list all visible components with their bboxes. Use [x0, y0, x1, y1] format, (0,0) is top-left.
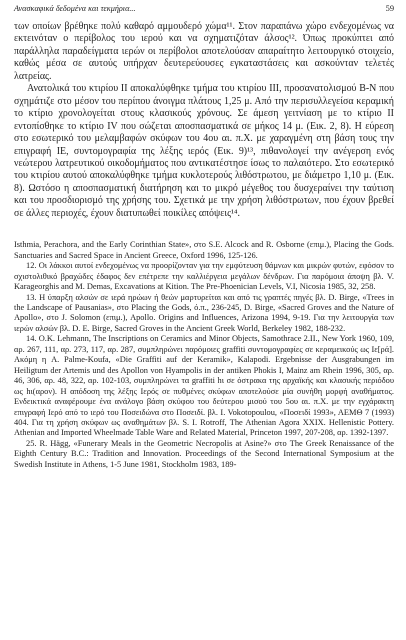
footnote: 14. Ο.K. Lehmann, The Inscriptions on Ceramics and Minor Objects, Samothrace 2.II., New York 1960, 109, αρ. 267, 111, αρ. 273, 117, αρ. 287, συμπληρώνει παρόμοιες graffiti συντομογραφίες σε κεραμεικούς ως Ιε[ρά]. Ακόμη η A. Palme-Koufa, «Die Graffiti auf der Keramik», Kalapodi. Ergebnisse der Ausgrabungen im Heiligtum der Artemis und des Apollon von Hyampolis in der antiken Phokis I, Mainz am Rhein 1996, 305, αρ. 46, 306, αρ. 48, 322, αρ. 102-103, συμπληρώνει τα graffiti hι σε όστρακα της αρχαϊκής και κλασικής περιόδου ως hι(αρον). Η απόδοση της λέξης Ιερός σε πυθμένες σκύφων αποτελούσε μία συνήθη μορφή αναθήματος. Ενδεικτικά αναφέρουμε ένα ανάλογο βάση σκύφου του δεύτερου μισού του 5ου αι. π.Χ. με την εγχάρακτη επιγραφή Ιερό από το ιερό του Ποσειδώνα στο Ποσειδί. βλ. I. Vokotopoulou, «Ποσειδί 1993», ΑΕΜΘ 7 (1993) 404. Για τη χρήση σκύφων ως αναθημάτων βλ. S. I. Rotroff, The Athenian Agora XXIX. Hellenistic Pottery. Athenian and Imported Wheelmade Table Ware and Related Material, Princeton 1997, 207-208, αρ. 1392-1397. — [14, 334, 394, 438]
running-header — [14, 0, 394, 18]
body-paragraph: Ανατολικά του κτιρίου ΙΙ αποκαλύφθηκε τμήμα του κτιρίου ΙΙΙ, προσανατολισμού Β-Ν που σχημάτιζε στο μέσον του περίπου άνοιγμα πλάτους 1,25 μ. Από την περισυλλεγείσα κεραμική το κτίριο χρονολογείται στους κλασικούς χρόνους. Σε άμεση γειτνίαση με το κτίριο ΙΙ εντοπίσθηκε το κτίριο IV που σώζεται αποσπασματικά σε μήκος 14 μ. (Εικ. 2, 8). Η εύρεση στο εσωτερικό του μελαμβαφών σκύφων του 4ου αι. π.Χ. με χαραγμένη στη βάση τους την επιγραφή ΙΕ, συντομογραφία της λέξης ιερός (Εικ. 9)¹³, πιθανολογεί την ανέγερση ενός νεώτερου λατρευτικού οικοδομήματος που αντικατέστησε ίσως το παλαιότερο. Στο εσωτερικό του κτιρίου αυτού αποκαλύφθηκε τμήμα κυκλοτερούς λιθόστρωτου, με διάμετρο 1,10 μ. (Εικ. 8). Ωστόσο η αποσπασματική διατήρηση και το μικρό μέγεθος του δυσχεραίνει την ταύτιση και του προσδιορισμό της χρήσης του. Σχετικά με την χρήση λιθόστρωτων, που έχουν βρεθεί σε άλλες περιοχές, έχουν διατυπωθεί ποικίλες απόψεις¹⁴. — [14, 83, 394, 219]
footnote: 25. R. Hägg, «Funerary Meals in the Geometric Necropolis at Asine?» στο The Greek Renaissance of the Eighth Century B.C.: Tradition and Innovation. Proceedings of the Second International Symposium at the Swedish Institute in Athens, 1-5 June 1981, Stockholm 1983, 189- — [14, 438, 394, 469]
footnote: 12. Οι λάκκοι αυτοί ενδεχομένως να προορίζονταν για την εμφύτευση θάμνων και μικρών φυτών, εφόσον το σχιστολιθικό βραχώδες έδαφος δεν επέτρεπε την καλλιέργεια μεγάλων δένδρων. Για παρόμοια άποψη βλ. V. Karageorghis and M. Demas, Excavations at Kition. The Pre-Phoenician Levels, V.I, Nicosia 1985, 32, 258. — [14, 261, 394, 292]
running-title: Ανασκαφικά δεδομένα και τεκμήρια... — [14, 4, 136, 13]
footnotes — [14, 240, 394, 470]
page-number: 59 — [385, 4, 394, 13]
footnote-continuation: Isthmia, Perachora, and the Early Corinthian State», στο S.E. Alcock and R. Osborne (επιμ.), Placing the Gods. Sanctuaries and Sacred Space in Ancient Greece, Oxford 1996, 125-126. — [14, 240, 394, 260]
footnote: 13. Η ύπαρξη αλσών σε ιερά ηρώων ή θεών μαρτυρείται και από τις γραπτές πηγές βλ. D. Birge, «Trees in the Landscape of Pausanias», στο Placing the Gods, ό.π., 236-245, D. Birge, «Sacred Groves and the Nature of Apollo», στο J. Solomon (επιμ.), Apollo. Origins and Influences, Arizona 1994, 9-19. Για την λειτουργία των ιερών αλσών βλ. D. E. Birge, Sacred Groves in the Ancient Greek World, Berkeley 1982, 188-232. — [14, 292, 394, 333]
main-text — [14, 21, 394, 220]
body-paragraph: των οποίων βρέθηκε πολύ καθαρό αμμουδερό χώμα¹¹. Στον παραπάνω χώρο ενδεχομένως να εκτεινόταν ο περίβολος του ιερού και να σχηματιζόταν άλσος¹². Όπως προκύπτει από παράλληλα παραδείγματα ιερών οι περίβολοι αποτελούσαν απαραίτητο λειτουργικό στοιχείο, καθώς μέσα σε αυτούς υπήρχαν δευτερεύουσες εγκαταστάσεις και ασκούνταν τελετές λατρείας. — [14, 21, 394, 82]
